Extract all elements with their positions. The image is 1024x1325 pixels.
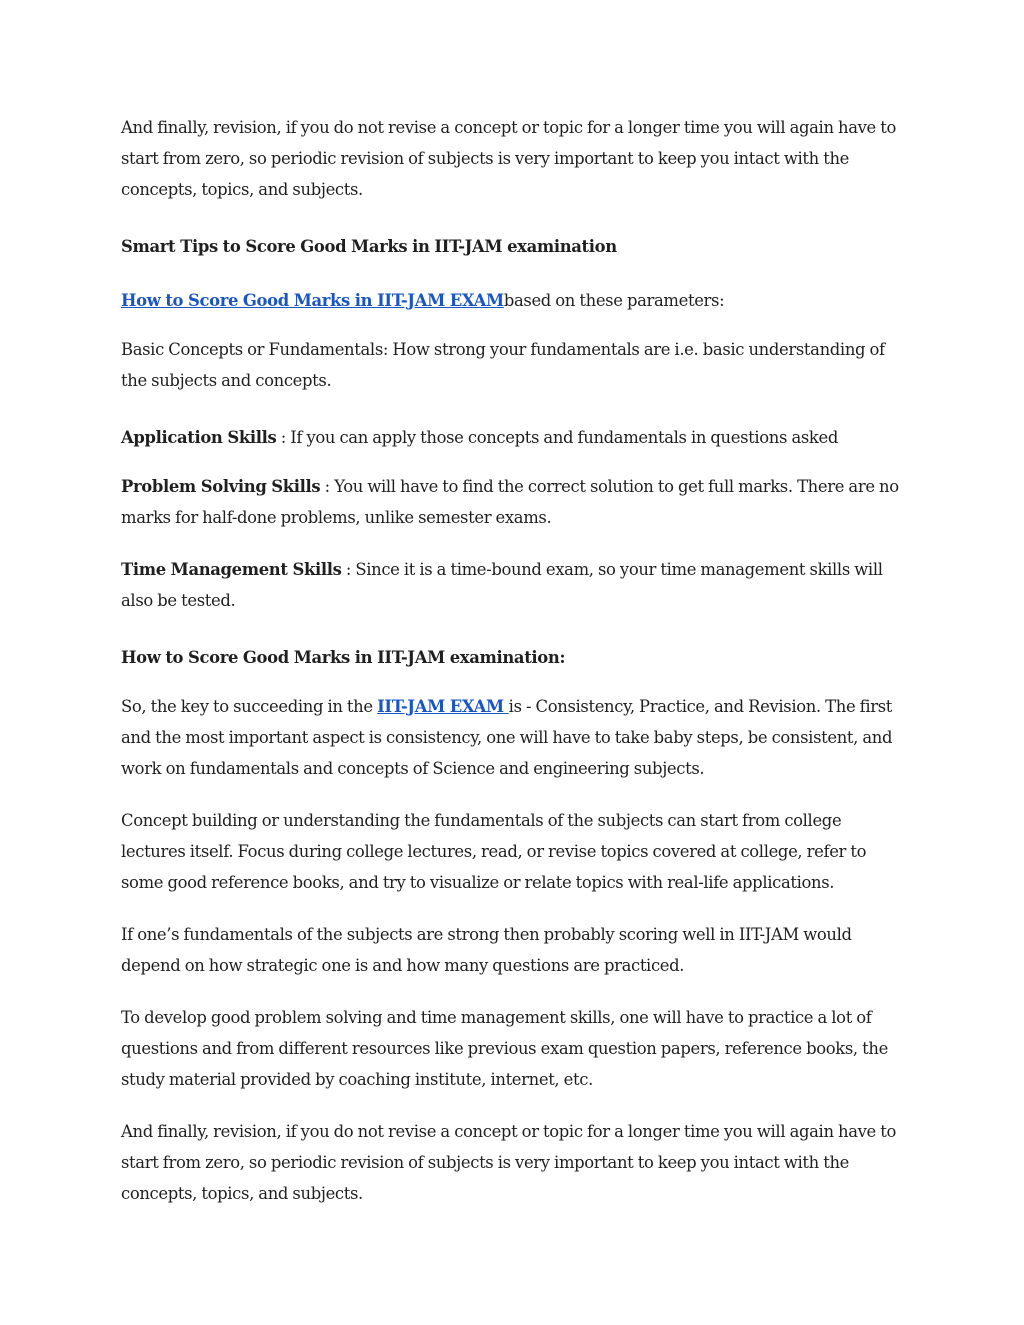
score-parameters-text: based on these parameters: (503, 291, 725, 310)
application-skills-text: : If you can apply those concepts and fundamentals in questions asked (276, 428, 838, 447)
problem-solving-paragraph (121, 471, 901, 533)
key-paragraph-after: is - Consistency, Practice, and Revision. The first and the most important aspect is consistency, one will have to take baby steps, be consistent, and work on fundamentals and concepts of Science and engineering subjects. (121, 697, 893, 778)
document-body (121, 112, 901, 1209)
basic-concepts-paragraph: Basic Concepts or Fundamentals: How strong your fundamentals are i.e. basic understanding of the subjects and concepts. (121, 340, 885, 390)
paragraph-revision-bottom: And finally, revision, if you do not revise a concept or topic for a longer time you will again have to start from zero, so periodic revision of subjects is very important to keep you intact with the concepts, topics, and subjects. (121, 1122, 897, 1203)
key-to-success-paragraph (121, 691, 901, 784)
iit-jam-exam-link[interactable]: IIT-JAM EXAM (377, 697, 509, 716)
score-good-marks-link[interactable]: How to Score Good Marks in IIT-JAM EXAM (121, 291, 504, 310)
problem-solving-text: : You will have to find the correct solution to get full marks. There are no marks for half-done problems, unlike semester exams. (121, 477, 899, 527)
problem-solving-label: Problem Solving Skills (121, 477, 321, 496)
time-management-text: : Since it is a time-bound exam, so your time management skills will also be tested. (121, 560, 883, 610)
concept-building-paragraph: Concept building or understanding the fundamentals of the subjects can start from college lectures itself. Focus during college lectures, read, or revise topics covered at college, refer to some good reference books, and try to visualize or relate topics with real-life applications. (121, 811, 867, 892)
score-parameters-line (121, 285, 901, 316)
application-skills-label: Application Skills (121, 428, 277, 447)
paragraph-revision-top: And finally, revision, if you do not revise a concept or topic for a longer time you will again have to start from zero, so periodic revision of subjects is very important to keep you intact with the concepts, topics, and subjects. (121, 118, 897, 199)
heading-smart-tips: Smart Tips to Score Good Marks in IIT-JAM examination (121, 237, 617, 256)
fundamentals-strong-paragraph: If one’s fundamentals of the subjects are strong then probably scoring well in IIT-JAM would depend on how strategic one is and how many questions are practiced. (121, 925, 852, 975)
application-skills-paragraph (121, 422, 901, 453)
key-paragraph-before: So, the key to succeeding in the (121, 697, 378, 716)
heading-how-to-score: How to Score Good Marks in IIT-JAM examination: (121, 648, 566, 667)
time-management-label: Time Management Skills (121, 560, 342, 579)
develop-skills-paragraph: To develop good problem solving and time management skills, one will have to practice a lot of questions and from different resources like previous exam question papers, reference books, the study material provided by coaching institute, internet, etc. (121, 1008, 888, 1089)
time-management-paragraph (121, 554, 901, 616)
